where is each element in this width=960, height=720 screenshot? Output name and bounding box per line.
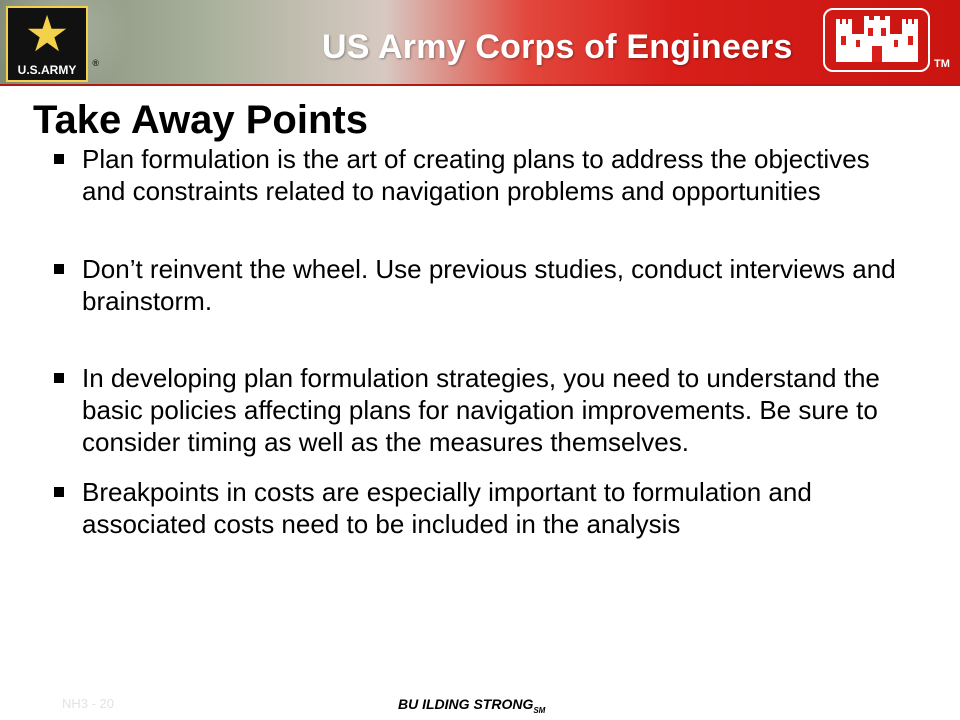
bullet-item [52,143,912,207]
bullet-list [52,143,912,540]
star-icon: ★ [24,6,70,62]
trademark-mark: TM [934,58,950,70]
slide-number: NH3 - 20 [62,696,115,711]
bullet-text: Don’t reinvent the wheel. Use previous studies, conduct interviews and brainstorm. [82,254,896,316]
bullet-item [52,253,912,317]
castle-icon [834,16,920,64]
bullet-text: Breakpoints in costs are especially important to formulation and associated costs need to be included in the analysis [82,477,812,539]
registered-mark: ® [92,58,99,68]
tagline-service-mark: SM [533,705,546,715]
square-bullet-icon [54,373,64,383]
bullet-item [52,362,912,458]
bullet-text: Plan formulation is the art of creating plans to address the objectives and constraints related to navigation problems and opportunities [82,144,870,206]
org-title: US Army Corps of Engineers [322,28,793,66]
square-bullet-icon [54,264,64,274]
bullet-text: In developing plan formulation strategies, you need to understand the basic policies affecting plans for navigation improvements. Be sure to consider timing as well as the measures themselves. [82,363,880,457]
square-bullet-icon [54,154,64,164]
footer-tagline [398,696,545,715]
bullet-item [52,476,912,540]
slide-title: Take Away Points [33,98,368,142]
tagline-text: BU ILDING STRONG [398,696,534,712]
square-bullet-icon [54,487,64,497]
corps-castle-logo [823,8,930,72]
army-logo-text: U.S.ARMY [17,63,77,77]
header-banner [0,0,960,86]
us-army-logo [6,6,99,82]
